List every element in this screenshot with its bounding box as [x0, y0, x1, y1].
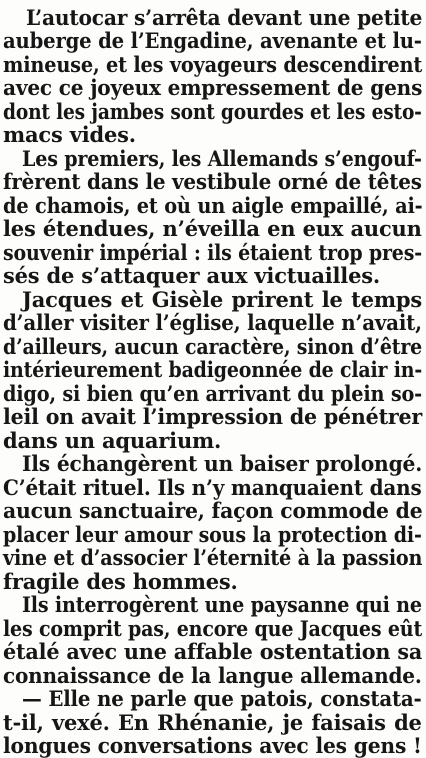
text-line: — Elle ne parle que patois, constata-: [22, 686, 422, 711]
text-line: dont les jambes sont gourdes et les esto-: [3, 99, 422, 124]
text-line: dans un aquarium.: [3, 428, 222, 453]
text-line: Jacques et Gisèle prirent le temps: [22, 287, 422, 312]
text-line: d’aller visiter l’église, laquelle n’avait,: [3, 310, 422, 335]
text-line: Les premiers, les Allemands s’engouf-: [22, 146, 422, 171]
text-line: C’était rituel. Ils n’y manquaient dans: [3, 475, 422, 500]
text-line: auberge de l’Engadine, avenante et lu-: [3, 28, 422, 53]
text-line: sés de s’attaquer aux victuailles.: [3, 263, 380, 288]
text-line: digo, si bien qu’en arrivant du plein so-: [3, 381, 422, 406]
text-line: souvenir impérial : ils étaient trop pres-: [3, 240, 422, 265]
text-line: étalé avec une affable ostentation sa: [3, 639, 423, 664]
text-line: fragile des hommes.: [3, 569, 238, 594]
text-line: intérieurement badigeonnée de clair in-: [3, 357, 423, 382]
text-line: connaissance de la langue allemande.: [3, 663, 422, 688]
text-line: vine et d’associer l’éternité à la passion: [3, 545, 423, 570]
text-line: macs vides.: [3, 122, 136, 147]
text-line: frèrent dans le vestibule orné de têtes: [3, 169, 422, 194]
text-line: d’ailleurs, aucun caractère, sinon d’être: [3, 334, 423, 359]
text-line: aucun sanctuaire, façon commode de: [3, 498, 423, 523]
text-line: longues conversations avec les gens !: [3, 733, 422, 758]
text-line: Ils interrogèrent une paysanne qui ne: [22, 592, 422, 617]
text-line: mineuse, et les voyageurs descendirent: [3, 52, 423, 77]
text-line: t-il, vexé. En Rhénanie, je faisais de: [3, 710, 422, 735]
text-line: les étendues, n’éveilla en eux aucun: [3, 216, 422, 241]
text-line: de chamois, et où un aigle empaillé, ai-: [3, 193, 423, 218]
text-line: les comprit pas, encore que Jacques eût: [3, 616, 423, 641]
text-line: Ils échangèrent un baiser prolongé.: [22, 451, 423, 476]
text-line: L’autocar s’arrêta devant une petite: [26, 5, 423, 30]
text-line: leil on avait l’impression de pénétrer: [3, 404, 423, 429]
text-line: placer leur amour sous la protection di-: [3, 522, 422, 547]
text-line: avec ce joyeux empressement de gens: [3, 75, 423, 100]
